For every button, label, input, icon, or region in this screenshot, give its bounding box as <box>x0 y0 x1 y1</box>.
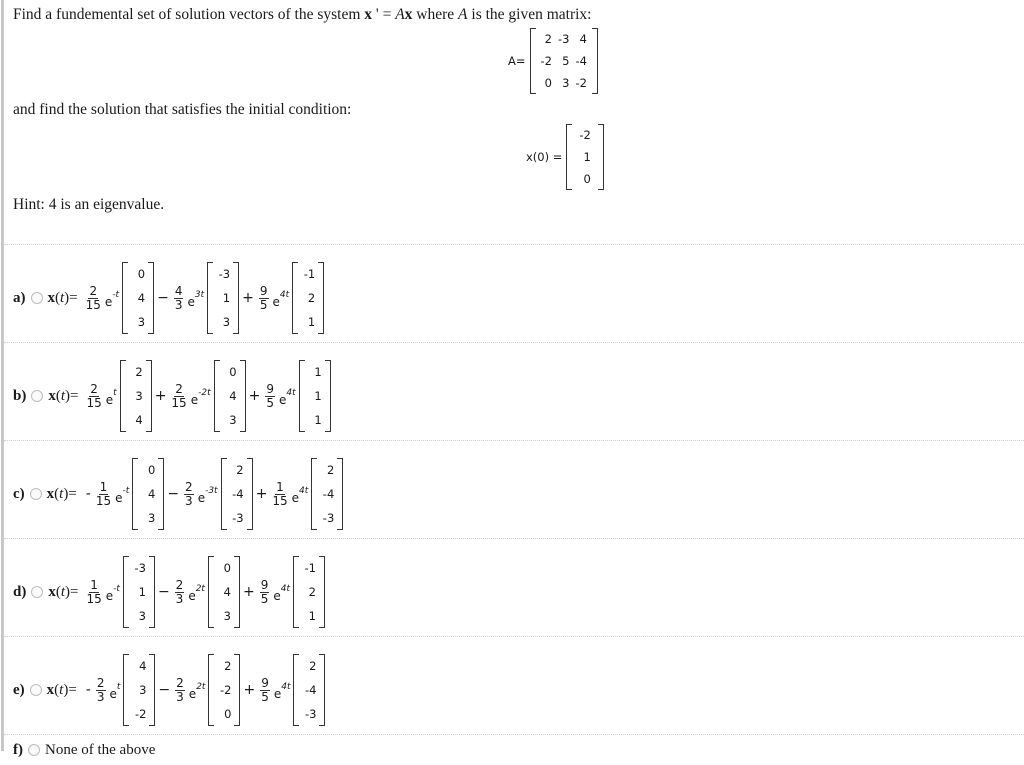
vector-cell: -3 <box>134 561 146 575</box>
option-c[interactable] <box>13 446 343 542</box>
matrix-cell: -2 <box>575 76 587 90</box>
eigenvector <box>293 556 325 628</box>
option-b[interactable] <box>13 348 331 444</box>
denominator: 15 <box>95 493 112 508</box>
eigenvector <box>221 458 253 530</box>
vector-cell: -4 <box>322 487 335 501</box>
vector-cell: 3 <box>139 683 147 697</box>
coefficient-fraction <box>260 677 270 704</box>
denominator: 15 <box>272 493 288 508</box>
coefficient-fraction <box>96 677 106 704</box>
eigenvector <box>123 556 155 628</box>
numerator: 2 <box>89 283 98 298</box>
denominator: 5 <box>259 297 268 312</box>
vector-cell: -1 <box>304 561 316 575</box>
matrix-cell: -3 <box>557 32 570 46</box>
exponent: 4t <box>286 387 296 398</box>
vector-cell: 0 <box>583 172 591 186</box>
solution-lhs: x(t)= <box>48 583 79 600</box>
matrix-cell: -4 <box>575 54 587 68</box>
solution-term <box>84 262 154 334</box>
vector-cell: -1 <box>303 267 316 281</box>
coefficient-fraction <box>175 579 185 606</box>
eigenvector <box>208 654 240 726</box>
exponential: $e^{-t}$ <box>104 289 120 309</box>
exponential: $e^{4t}$ <box>291 485 309 505</box>
matrix-a-body <box>530 28 598 94</box>
vector-cell: 4 <box>139 659 147 673</box>
question-text: Find a fundemental set of solution vectors of the system <box>13 6 365 23</box>
vector-cell: -3 <box>218 267 231 281</box>
vector-cell: 1 <box>314 365 322 379</box>
vector-cell: 3 <box>229 413 237 427</box>
vector-cell: 1 <box>138 585 146 599</box>
term-sign: + <box>248 388 261 404</box>
denominator: 15 <box>86 395 102 410</box>
coefficient-fraction <box>259 285 269 312</box>
radio-button[interactable] <box>30 684 42 696</box>
term-sign: − <box>158 682 171 698</box>
eigenvector <box>208 556 240 628</box>
radio-button[interactable] <box>31 586 43 598</box>
exponential: $e^{2t}$ <box>188 681 206 701</box>
exponential: $e^t$ <box>105 387 117 407</box>
solution-term <box>84 360 151 432</box>
term-sign: - <box>85 682 91 698</box>
solution-lhs: x(t)= <box>46 485 77 502</box>
option-letter: b) <box>13 387 27 404</box>
vector-cell: 0 <box>147 463 156 477</box>
eigenvector <box>120 360 152 432</box>
vector-cell: 1 <box>308 609 316 623</box>
exponent: 4t <box>299 485 309 496</box>
where-text: where <box>412 6 459 23</box>
x0-label: x(0) = <box>526 150 563 164</box>
denominator: 5 <box>261 689 269 704</box>
coefficient-fraction <box>260 579 270 606</box>
term-sign: + <box>243 682 256 698</box>
x-bold: x <box>364 6 373 23</box>
denominator: 3 <box>174 297 183 312</box>
vector-cell: 4 <box>135 413 143 427</box>
vector-cell: 2 <box>236 463 244 477</box>
matrix-cell: 5 <box>562 54 570 68</box>
numerator: 2 <box>185 479 193 494</box>
solution-term <box>239 262 324 334</box>
vector-cell: 4 <box>137 291 146 305</box>
solution-term <box>240 654 325 726</box>
exponent: -t <box>113 583 120 594</box>
solution-term <box>155 654 240 726</box>
term-sign: + <box>154 388 167 404</box>
option-label: None of the above <box>45 741 156 758</box>
matrix-cell: 2 <box>544 32 552 46</box>
exponential: $e^{-3t}$ <box>197 485 218 505</box>
numerator: 1 <box>99 479 108 494</box>
solution-lhs: x(t)= <box>48 387 79 404</box>
vector-cell: 3 <box>137 315 146 329</box>
vector-cell: -2 <box>579 128 591 142</box>
vector-cell: 2 <box>135 365 143 379</box>
option-letter: d) <box>13 583 27 600</box>
vector-cell: -4 <box>305 683 317 697</box>
exponent: -t <box>122 485 130 496</box>
solution-term <box>164 458 252 530</box>
option-letter: e) <box>13 681 25 698</box>
vector-cell: 1 <box>314 413 322 427</box>
numerator: 9 <box>259 283 268 298</box>
term-sign: − <box>167 486 180 502</box>
divider <box>4 244 1024 245</box>
exponential: $e^{4t}$ <box>278 387 296 407</box>
solution-term <box>155 556 240 628</box>
denominator: 15 <box>85 297 101 312</box>
solution-term <box>154 262 239 334</box>
question-line-2: and find the solution that satisfies the initial condition: <box>13 101 352 118</box>
vector-cell: 1 <box>314 389 322 403</box>
eigenvector <box>299 360 331 432</box>
exponential: $e^{4t}$ <box>273 583 290 603</box>
coefficient-fraction <box>86 285 101 312</box>
exponent: -3t <box>205 485 218 496</box>
vector-cell: 0 <box>224 707 232 721</box>
vector-cell: 4 <box>147 487 156 501</box>
vector-cell: 2 <box>309 659 317 673</box>
radio-button[interactable] <box>31 292 43 304</box>
exponent: -t <box>112 289 120 300</box>
exponential: $e^{4t}$ <box>272 289 290 309</box>
coefficient-fraction <box>96 481 111 508</box>
vector-cell: 2 <box>326 463 335 477</box>
exponent: 2t <box>195 583 205 594</box>
option-letter: c) <box>13 485 25 502</box>
term-sign: − <box>157 290 169 306</box>
eigenvector <box>123 654 155 726</box>
exponential: $e^{-t}$ <box>115 485 130 505</box>
solution-term <box>83 458 165 530</box>
numerator: 1 <box>276 479 284 494</box>
option-letter: f) <box>13 741 23 758</box>
exponential: $e^{-2t}$ <box>190 387 211 407</box>
solution-term <box>240 556 325 628</box>
vector-cell: 3 <box>138 609 146 623</box>
term-sign: + <box>242 584 255 600</box>
denominator: 3 <box>175 591 184 606</box>
vector-cell: 0 <box>137 267 146 281</box>
denominator: 3 <box>176 689 184 704</box>
denominator: 3 <box>185 493 193 508</box>
vector-cell: 0 <box>223 561 231 575</box>
option-e[interactable] <box>13 642 325 738</box>
matrix-cell: -2 <box>540 54 552 68</box>
eigenvector <box>214 360 246 432</box>
exponent: 4t <box>280 583 290 594</box>
denominator: 3 <box>96 689 105 704</box>
numerator: 4 <box>174 283 183 298</box>
solution-term <box>253 458 344 530</box>
solution-term <box>246 360 331 432</box>
eigenvector <box>132 458 164 530</box>
matrix-a <box>508 28 598 94</box>
term-sign: − <box>157 584 170 600</box>
exponent: 3t <box>194 289 205 300</box>
solution-term <box>152 360 246 432</box>
coefficient-fraction <box>184 481 194 508</box>
option-d[interactable] <box>13 544 325 640</box>
numerator: 9 <box>266 381 274 396</box>
x0-body <box>566 124 603 190</box>
exponential: $e^{-t}$ <box>105 583 120 603</box>
coefficient-fraction <box>174 285 184 312</box>
numerator: 2 <box>96 675 105 690</box>
coefficient-fraction <box>175 677 185 704</box>
vector-cell: -2 <box>219 683 232 697</box>
solution-lhs: x(t)= <box>47 289 78 306</box>
eigenvector <box>292 262 324 334</box>
option-f[interactable] <box>13 735 161 765</box>
vector-cell: 2 <box>308 585 316 599</box>
coefficient-fraction <box>272 481 287 508</box>
vector-cell: 3 <box>222 315 231 329</box>
solution-term <box>84 556 154 628</box>
x-bold-2: x <box>404 6 413 23</box>
numerator: 2 <box>176 675 184 690</box>
denominator: 5 <box>260 591 269 606</box>
term-sign: - <box>85 486 91 502</box>
a-italic: A <box>395 6 405 23</box>
question-line-1 <box>13 6 592 24</box>
numerator: 2 <box>175 381 183 396</box>
exponential: $e^t$ <box>109 681 121 701</box>
coefficient-fraction <box>265 383 275 410</box>
initial-condition-vector <box>526 124 604 190</box>
vector-cell: 2 <box>224 659 232 673</box>
exponent: -2t <box>198 387 211 398</box>
matrix-cell: 4 <box>579 32 587 46</box>
vector-cell: 2 <box>307 291 316 305</box>
coefficient-fraction <box>86 579 101 606</box>
page-left-border <box>1 0 4 751</box>
exponential: $e^{4t}$ <box>273 681 291 701</box>
term-sign: + <box>255 486 268 502</box>
hint-text: Hint: 4 is an eigenvalue. <box>13 196 165 213</box>
numerator: 9 <box>260 577 269 592</box>
numerator: 2 <box>90 381 98 396</box>
exponent: t <box>116 681 121 692</box>
eigenvector <box>293 654 325 726</box>
matrix-a-label: A= <box>508 54 526 68</box>
vector-cell: -4 <box>232 487 244 501</box>
vector-cell: 1 <box>222 291 231 305</box>
exponential: $e^{3t}$ <box>187 289 205 309</box>
exponential: $e^{2t}$ <box>188 583 205 603</box>
a-italic-2: A <box>458 6 468 23</box>
denominator: 15 <box>86 591 102 606</box>
radio-button[interactable] <box>30 488 42 500</box>
exponent: 4t <box>281 681 291 692</box>
vector-cell: 3 <box>147 511 156 525</box>
numerator: 9 <box>261 675 269 690</box>
vector-cell: -3 <box>232 511 244 525</box>
vector-cell: 4 <box>223 585 231 599</box>
exponent: 2t <box>196 681 206 692</box>
option-a[interactable] <box>13 250 324 346</box>
vector-cell: -3 <box>305 707 317 721</box>
matrix-cell: 3 <box>562 76 570 90</box>
solution-lhs: x(t)= <box>46 681 77 698</box>
coefficient-fraction <box>171 383 186 410</box>
vector-cell: 1 <box>307 315 316 329</box>
eigenvector <box>122 262 154 334</box>
prime-eq: ' = <box>372 6 396 23</box>
denominator: 5 <box>266 395 274 410</box>
eigenvector <box>311 458 343 530</box>
eigenvector <box>207 262 239 334</box>
vector-cell: 3 <box>135 389 143 403</box>
vector-cell: -3 <box>322 511 335 525</box>
vector-cell: 4 <box>229 389 237 403</box>
matrix-cell: 0 <box>544 76 552 90</box>
option-letter: a) <box>13 289 26 306</box>
numerator: 2 <box>175 577 184 592</box>
term-sign: + <box>242 290 254 306</box>
exponent: t <box>113 387 117 398</box>
denominator: 15 <box>171 395 187 410</box>
vector-cell: 1 <box>583 150 591 164</box>
vector-cell: -2 <box>134 707 147 721</box>
vector-cell: 3 <box>223 609 231 623</box>
exponent: 4t <box>279 289 290 300</box>
radio-button[interactable] <box>31 390 43 402</box>
coefficient-fraction <box>86 383 101 410</box>
numerator: 1 <box>90 577 98 592</box>
vector-cell: 0 <box>229 365 237 379</box>
radio-button[interactable] <box>28 744 40 756</box>
solution-term <box>83 654 156 726</box>
given-matrix-text: is the given matrix: <box>467 6 592 23</box>
